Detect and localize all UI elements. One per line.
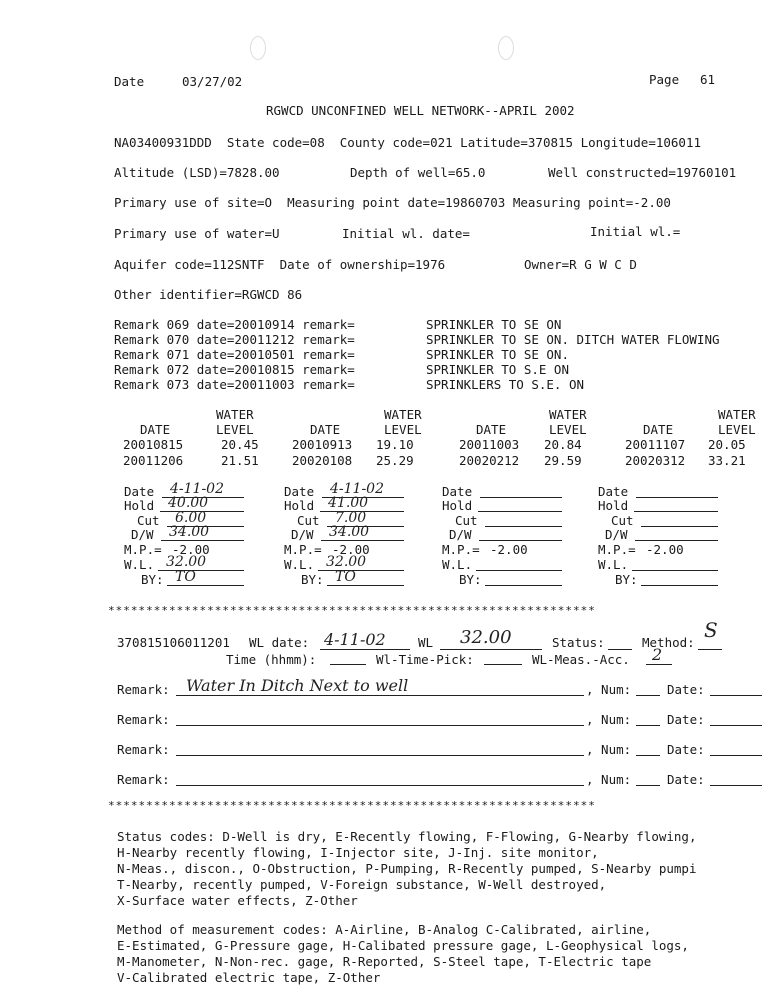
initial-wl: Initial wl.= xyxy=(590,224,681,239)
level-date: 20011107 xyxy=(625,437,686,452)
form-field-hold[interactable] xyxy=(634,511,718,512)
status-codes-4: X-Surface water effects, Z-Other xyxy=(117,893,358,908)
num-label: , Num: xyxy=(586,682,632,697)
pick-field[interactable] xyxy=(484,664,522,665)
form-value-hold: 40.00 xyxy=(168,495,209,511)
hdr-water: WATER xyxy=(718,407,756,422)
level-value: 25.29 xyxy=(376,453,414,468)
form-value-wl: 32.00 xyxy=(166,554,207,570)
hdr-date: DATE xyxy=(140,422,171,437)
form-label-dw: D/W xyxy=(131,527,154,542)
header-date-label: Date xyxy=(114,74,145,89)
remark-label: Remark: xyxy=(117,772,170,787)
level-value: 29.59 xyxy=(544,453,582,468)
method-field[interactable] xyxy=(698,649,722,650)
owner: Owner=R G W C D xyxy=(524,257,637,272)
form-field-cut[interactable] xyxy=(641,526,718,527)
level-value: 20.05 xyxy=(708,437,746,452)
site-line-1: NA03400931DDD State code=08 County code=021 Latitude=370815 Longitude=106011 xyxy=(114,135,701,150)
form-value-dw: 34.00 xyxy=(169,524,210,540)
wl-field[interactable] xyxy=(440,649,542,650)
remark-head: Remark 071 date=20010501 remark= xyxy=(114,347,355,362)
remark-label: Remark: xyxy=(117,682,170,697)
remark-field[interactable] xyxy=(176,695,584,696)
form-field-by[interactable] xyxy=(485,585,562,586)
acc-value: 2 xyxy=(652,645,663,664)
altitude: Altitude (LSD)=7828.00 xyxy=(114,165,280,180)
remark-handwritten: Water In Ditch Next to well xyxy=(186,676,409,695)
date-label: Date: xyxy=(667,772,705,787)
form-value-dw: 34.00 xyxy=(329,524,370,540)
method-codes-0: Method of measurement codes: A-Airline, B-Analog C-Calibrated, airline, xyxy=(117,922,652,937)
aquifer-code: Aquifer code=112SNTF Date of ownership=1976 xyxy=(114,257,446,272)
form-label-by: BY: xyxy=(459,572,482,587)
form-label-mp: M.P.= xyxy=(124,542,162,557)
form-mp-value: -2.00 xyxy=(646,542,684,557)
remark-head: Remark 070 date=20011212 remark= xyxy=(114,332,355,347)
hdr-water: WATER xyxy=(216,407,254,422)
form-mp-value: -2.00 xyxy=(490,542,528,557)
form-field-dw[interactable] xyxy=(321,540,404,541)
hdr-level: LEVEL xyxy=(384,422,422,437)
method-codes-2: M-Manometer, N-Non-rec. gage, R-Reported, S-Steel tape, T-Electric tape xyxy=(117,954,652,969)
level-value: 33.21 xyxy=(708,453,746,468)
level-value: 20.84 xyxy=(544,437,582,452)
page-title: RGWCD UNCONFINED WELL NETWORK--APRIL 2002 xyxy=(266,103,575,118)
form-field-hold[interactable] xyxy=(478,511,562,512)
remark-field[interactable] xyxy=(176,725,584,726)
wl-date-label: WL date: xyxy=(249,635,310,650)
form-value-by: TO xyxy=(175,569,196,585)
time-label: Time (hhmm): xyxy=(226,652,317,667)
form-label-dw: D/W xyxy=(291,527,314,542)
hdr-level: LEVEL xyxy=(216,422,254,437)
separator-stars: **************************************************************** xyxy=(108,604,596,617)
method-label: Method: xyxy=(642,635,695,650)
form-field-dw[interactable] xyxy=(479,540,562,541)
num-label: , Num: xyxy=(586,772,632,787)
form-label-by: BY: xyxy=(141,572,164,587)
remark-text: SPRINKLER TO SE ON xyxy=(426,317,562,332)
remark-label: Remark: xyxy=(117,712,170,727)
punch-hole-right xyxy=(498,36,514,60)
form-label-mp: M.P.= xyxy=(598,542,636,557)
form-label-hold: Hold xyxy=(598,498,629,513)
hdr-level: LEVEL xyxy=(549,422,587,437)
level-date: 20020212 xyxy=(459,453,520,468)
form-label-by: BY: xyxy=(301,572,324,587)
header-date-value: 03/27/02 xyxy=(182,74,243,89)
form-label-cut: Cut xyxy=(297,513,320,528)
status-codes-3: T-Nearby, recently pumped, V-Foreign substance, W-Well destroyed, xyxy=(117,877,607,892)
form-field-wl[interactable] xyxy=(632,570,718,571)
status-codes-1: H-Nearby recently flowing, I-Injector site, J-Inj. site monitor, xyxy=(117,845,599,860)
other-identifier: Other identifier=RGWCD 86 xyxy=(114,287,303,302)
remark-field[interactable] xyxy=(176,785,584,786)
num-field[interactable] xyxy=(636,695,660,696)
form-label-mp: M.P.= xyxy=(284,542,322,557)
acc-field[interactable] xyxy=(646,664,672,665)
remark-text: SPRINKLER TO SE ON. xyxy=(426,347,569,362)
remark-text: SPRINKLERS TO S.E. ON xyxy=(426,377,585,392)
form-field-wl[interactable] xyxy=(318,570,404,571)
num-field[interactable] xyxy=(636,755,660,756)
date-label: Date: xyxy=(667,682,705,697)
method-codes-1: E-Estimated, G-Pressure gage, H-Calibated pressure gage, L-Geophysical logs, xyxy=(117,938,689,953)
form-label-wl: W.L. xyxy=(284,557,315,572)
level-value: 19.10 xyxy=(376,437,414,452)
form-value-date: 4-11-02 xyxy=(330,481,384,497)
well-constructed: Well constructed=19760101 xyxy=(548,165,737,180)
form-field-cut[interactable] xyxy=(485,526,562,527)
remark-date-field[interactable] xyxy=(710,695,762,696)
status-codes-0: Status codes: D-Well is dry, E-Recently flowing, F-Flowing, G-Nearby flowing, xyxy=(117,829,697,844)
depth-of-well: Depth of well=65.0 xyxy=(350,165,486,180)
form-label-wl: W.L. xyxy=(124,557,155,572)
num-field[interactable] xyxy=(636,725,660,726)
remark-head: Remark 073 date=20011003 remark= xyxy=(114,377,355,392)
initial-wl-date: Initial wl. date= xyxy=(342,226,470,241)
status-field[interactable] xyxy=(608,649,632,650)
site-line-3: Primary use of site=O Measuring point date=19860703 Measuring point=-2.00 xyxy=(114,195,671,210)
acc-label: WL-Meas.-Acc. xyxy=(532,652,630,667)
form-field-dw[interactable] xyxy=(635,540,718,541)
remark-date-field[interactable] xyxy=(710,785,762,786)
hdr-water: WATER xyxy=(384,407,422,422)
level-value: 20.45 xyxy=(221,437,259,452)
level-date: 20010815 xyxy=(123,437,184,452)
form-label-date: Date xyxy=(598,484,629,499)
remark-head: Remark 069 date=20010914 remark= xyxy=(114,317,355,332)
remark-text: SPRINKLER TO S.E ON xyxy=(426,362,569,377)
form-label-wl: W.L. xyxy=(442,557,473,572)
date-label: Date: xyxy=(667,742,705,757)
separator-stars: **************************************************************** xyxy=(108,799,596,812)
punch-hole-left xyxy=(250,36,266,60)
hdr-date: DATE xyxy=(643,422,674,437)
form-label-dw: D/W xyxy=(449,527,472,542)
method-value: S xyxy=(704,618,718,642)
date-label: Date: xyxy=(667,712,705,727)
status-codes-2: N-Meas., discon., O-Obstruction, P-Pumping, R-Recently pumped, S-Nearby pumpi xyxy=(117,861,697,876)
form-label-hold: Hold xyxy=(284,498,315,513)
form-label-date: Date xyxy=(284,484,315,499)
level-date: 20020108 xyxy=(292,453,353,468)
form-mp-value: -2.00 xyxy=(172,542,210,557)
page-number: 61 xyxy=(700,72,716,87)
time-field[interactable] xyxy=(330,664,366,665)
form-field-by[interactable] xyxy=(641,585,718,586)
wl-date-value: 4-11-02 xyxy=(324,630,386,649)
form-label-wl: W.L. xyxy=(598,557,629,572)
form-value-by: TO xyxy=(335,569,356,585)
form-label-cut: Cut xyxy=(611,513,634,528)
wl-label: WL xyxy=(418,635,434,650)
form-value-date: 4-11-02 xyxy=(170,481,224,497)
form-label-cut: Cut xyxy=(455,513,478,528)
form-label-by: BY: xyxy=(615,572,638,587)
remark-head: Remark 072 date=20010815 remark= xyxy=(114,362,355,377)
hdr-date: DATE xyxy=(476,422,507,437)
level-date: 20011003 xyxy=(459,437,520,452)
form-label-hold: Hold xyxy=(442,498,473,513)
form-label-dw: D/W xyxy=(605,527,628,542)
form-field-by[interactable] xyxy=(167,585,244,586)
pick-label: Wl-Time-Pick: xyxy=(376,652,474,667)
remark-date-field[interactable] xyxy=(710,725,762,726)
level-date: 20020312 xyxy=(625,453,686,468)
form-field-wl[interactable] xyxy=(158,570,244,571)
form-label-date: Date xyxy=(124,484,155,499)
form-field-wl[interactable] xyxy=(476,570,562,571)
num-label: , Num: xyxy=(586,712,632,727)
remark-text: SPRINKLER TO SE ON. DITCH WATER FLOWING xyxy=(426,332,720,347)
form-field-by[interactable] xyxy=(327,585,404,586)
site-id: 370815106011201 xyxy=(117,635,230,650)
remark-label: Remark: xyxy=(117,742,170,757)
hdr-water: WATER xyxy=(549,407,587,422)
primary-use-water: Primary use of water=U xyxy=(114,226,280,241)
form-field-date[interactable] xyxy=(636,497,718,498)
level-date: 20010913 xyxy=(292,437,353,452)
form-mp-value: -2.00 xyxy=(332,542,370,557)
page-label: Page xyxy=(649,72,680,87)
form-value-cut: 6.00 xyxy=(175,510,207,526)
wl-value: 32.00 xyxy=(460,627,512,648)
form-label-mp: M.P.= xyxy=(442,542,480,557)
form-label-cut: Cut xyxy=(137,513,160,528)
form-value-cut: 7.00 xyxy=(335,510,367,526)
form-label-hold: Hold xyxy=(124,498,155,513)
level-value: 21.51 xyxy=(221,453,259,468)
hdr-level: LEVEL xyxy=(718,422,756,437)
method-codes-3: V-Calibrated electric tape, Z-Other xyxy=(117,970,381,985)
form-field-date[interactable] xyxy=(480,497,562,498)
wl-date-field[interactable] xyxy=(320,649,410,650)
num-field[interactable] xyxy=(636,785,660,786)
status-label: Status: xyxy=(552,635,605,650)
level-date: 20011206 xyxy=(123,453,184,468)
remark-date-field[interactable] xyxy=(710,755,762,756)
form-field-dw[interactable] xyxy=(161,540,244,541)
form-value-hold: 41.00 xyxy=(328,495,369,511)
num-label: , Num: xyxy=(586,742,632,757)
remark-field[interactable] xyxy=(176,755,584,756)
form-value-wl: 32.00 xyxy=(326,554,367,570)
form-label-date: Date xyxy=(442,484,473,499)
hdr-date: DATE xyxy=(310,422,341,437)
